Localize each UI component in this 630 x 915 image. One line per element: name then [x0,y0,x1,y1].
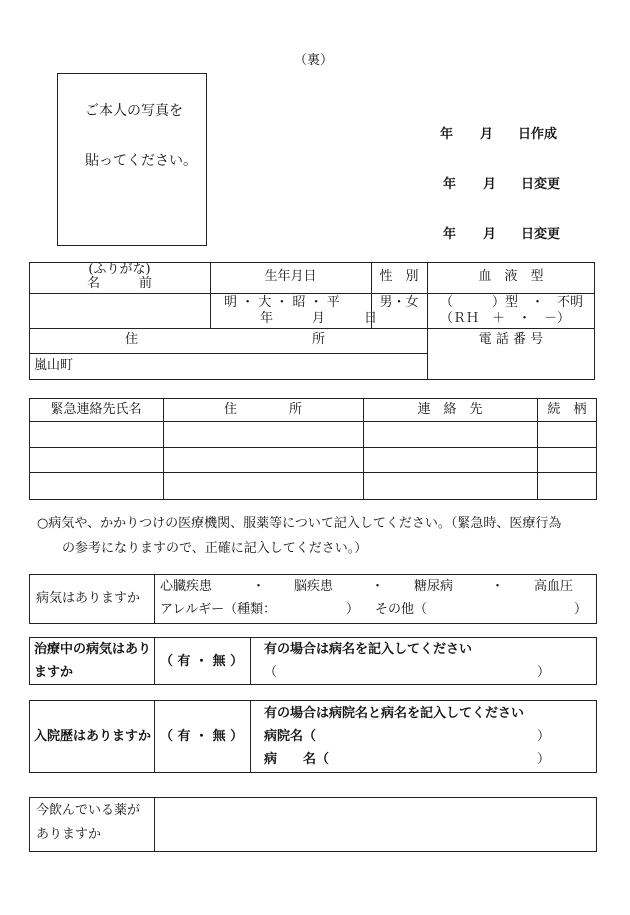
hospitalization-instruction: 有の場合は病院名と病名を記入してください [264,706,525,721]
sex-options: 男・女 [379,295,419,310]
allergy-close: ） [346,602,360,617]
hospital-name-label: 病院名（ [264,729,317,744]
emergency-relation-header: 続 柄 [547,402,587,417]
instruction-line-2: の参考になりますので、正確に記入してください。） [62,541,368,556]
date-year: 年 [440,127,454,142]
address-label: 住 [125,332,139,347]
option-hypertension: 高血圧 [534,579,574,594]
other-label: その他（ [375,602,428,617]
era-options: 明 ・ 大 ・ 昭 ・ 平 [224,295,340,310]
birthdate-label: 生年月日 [264,269,317,284]
date-month: 月 [483,227,497,242]
option-brain-disease: 脳疾患 [294,579,334,594]
hospital-name-close: ） [537,729,551,744]
option-heart-disease: 心臓疾患 [160,579,213,594]
date-year: 年 [443,227,457,242]
emergency-contact-header: 連 絡 先 [417,402,483,417]
disease-name-label: 病 名（ [264,752,330,767]
date-year: 年 [443,177,457,192]
treatment-yes-no: （ 有 ・ 無 ） [160,654,244,669]
separator-dot: ・ [252,579,266,594]
date-created: 日作成 [518,127,558,142]
photo-instruction-2: 貼ってください。 [85,153,197,169]
blood-type-label: 血 液 型 [478,269,544,284]
address-label: 所 [312,332,326,347]
treatment-open: （ [264,665,278,680]
sex-label: 性 別 [379,269,419,284]
emergency-name-header: 緊急連絡先氏名 [50,402,142,417]
hospitalization-question: 入院歴はありますか [34,729,152,744]
birthdate-ymd: 年 月 日 [260,311,378,326]
illness-question: 病気はありますか [36,591,141,606]
address-value: 嵐山町 [34,358,74,373]
allergy-label: アレルギー（種類： [160,602,277,617]
medicine-question-2: ありますか [36,827,102,842]
name-label: 名 前 [86,276,152,291]
treatment-question-1: 治療中の病気はあり [34,642,152,657]
option-diabetes: 糖尿病 [414,579,454,594]
other-close: ） [574,602,588,617]
blood-type-options: （ ）型 ・ 不明 [440,295,584,310]
disease-name-close: ） [537,752,551,767]
medicine-question-1: 今飲んでいる薬が [36,803,141,818]
instruction-line-1: ○病気や、かかりつけの医療機関、服薬等について記入してください。（緊急時、医療行為 [37,516,562,531]
date-changed: 日変更 [521,177,561,192]
treatment-close: ） [537,665,551,680]
date-month: 月 [483,177,497,192]
date-changed: 日変更 [521,227,561,242]
hospitalization-yes-no: （ 有 ・ 無 ） [160,729,244,744]
back-side-label: （裏） [294,53,334,68]
date-month: 月 [480,127,494,142]
treatment-instruction: 有の場合は病名を記入してください [264,642,473,657]
separator-dot: ・ [491,579,505,594]
separator-dot: ・ [371,579,385,594]
treatment-question-2: ますか [34,665,74,680]
phone-label: 電 話 番 号 [478,332,544,347]
furigana-label: (ふりがな) [88,262,151,277]
photo-instruction-1: ご本人の写真を [85,103,183,119]
rh-options: （ＲＨ ＋ ・ －） [440,311,571,326]
emergency-address-header: 住 所 [223,402,302,417]
